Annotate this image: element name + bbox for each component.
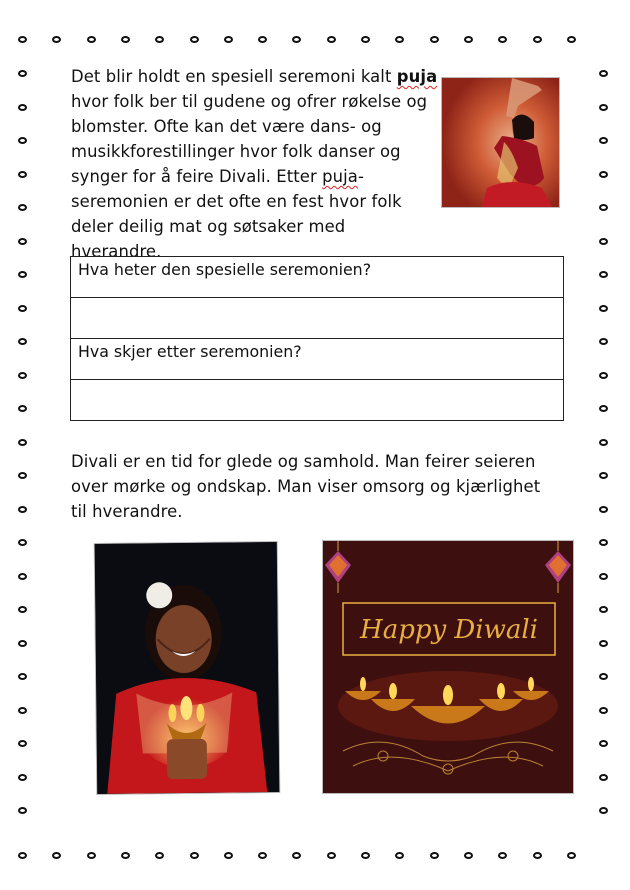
border-dot [18,640,27,647]
border-dot [18,472,27,479]
border-dot [395,852,404,859]
border-dot [87,852,96,859]
border-dot [18,707,27,714]
border-dot [18,137,27,144]
border-dot [361,36,370,43]
border-dot [599,104,608,111]
border-dot [430,36,439,43]
border-dot [190,36,199,43]
border-dot [18,305,27,312]
border-dot [599,204,608,211]
border-dot [18,439,27,446]
border-dot [599,338,608,345]
answer-field-1[interactable] [71,298,564,339]
border-dot [18,673,27,680]
border-dot [599,372,608,379]
border-dot [599,305,608,312]
border-dot [292,852,301,859]
border-dot [327,36,336,43]
border-dot [18,104,27,111]
border-dot [155,852,164,859]
border-dot [52,852,61,859]
border-dot [599,807,608,814]
border-dot [599,606,608,613]
girl-with-lamp-photo [95,542,280,794]
question-2: Hva skjer etter seremonien? [71,339,564,380]
border-dot [430,852,439,859]
border-dot [18,506,27,513]
border-dot [18,372,27,379]
border-dot [18,338,27,345]
border-dot [52,36,61,43]
puja-word: puja [322,167,358,186]
text-segment: -seremonien er det ofte en fest hvor folk deler deilig mat og søtsaker med hverandre. [71,167,402,261]
border-dot [567,852,576,859]
border-dot [464,36,473,43]
question-1: Hva heter den spesielle seremonien? [71,257,564,298]
border-dot [18,238,27,245]
closing-paragraph: Divali er en tid for glede og samhold. Man feirer seieren over mørke og ondskap. Man viser omsorg og kjærlighet til hverandre. [71,452,541,521]
border-dot [18,606,27,613]
border-dot [599,740,608,747]
border-dot [599,640,608,647]
border-dot [464,852,473,859]
border-dot [258,36,267,43]
border-dot [87,36,96,43]
border-dot [599,472,608,479]
border-dot [18,807,27,814]
border-dot [599,405,608,412]
border-dot [498,36,507,43]
border-dot [599,171,608,178]
border-dot [18,271,27,278]
border-dot [599,774,608,781]
border-dot [533,36,542,43]
question-table [70,256,564,421]
border-dot [121,36,130,43]
puja-word: puja [396,67,438,86]
border-dot [599,238,608,245]
border-dot [599,707,608,714]
happy-diwali-card [323,541,573,793]
border-dot [599,539,608,546]
border-dot [533,852,542,859]
border-dot [567,36,576,43]
border-dot [599,137,608,144]
border-dot [18,539,27,546]
border-dot [155,36,164,43]
border-dot [121,852,130,859]
border-dot [18,740,27,747]
border-dot [18,774,27,781]
border-dot [18,573,27,580]
border-dot [361,852,370,859]
border-dot [498,852,507,859]
border-dot [599,673,608,680]
text-segment: hvor folk ber til gudene og ofrer røkelse og blomster. Ofte kan det være dans- og musikkforestillinger hvor folk danser og synger for å feire Divali. Etter [71,92,428,186]
border-dot [395,36,404,43]
dancer-photo [442,78,559,207]
text-segment: Det blir holdt en spesiell seremoni kalt [71,67,397,86]
border-dot [18,204,27,211]
border-dot [599,271,608,278]
border-dot [18,36,27,43]
border-dot [599,573,608,580]
border-dot [224,36,233,43]
card-greeting: Happy Diwali [360,615,538,645]
border-dot [18,171,27,178]
border-dot [18,852,27,859]
border-dot [599,439,608,446]
border-dot [599,506,608,513]
border-dot [18,405,27,412]
border-dot [18,70,27,77]
border-dot [292,36,301,43]
answer-field-2[interactable] [71,380,564,421]
border-dot [327,852,336,859]
border-dot [258,852,267,859]
border-dot [599,70,608,77]
border-dot [224,852,233,859]
intro-paragraph [71,64,441,264]
border-dot [190,852,199,859]
